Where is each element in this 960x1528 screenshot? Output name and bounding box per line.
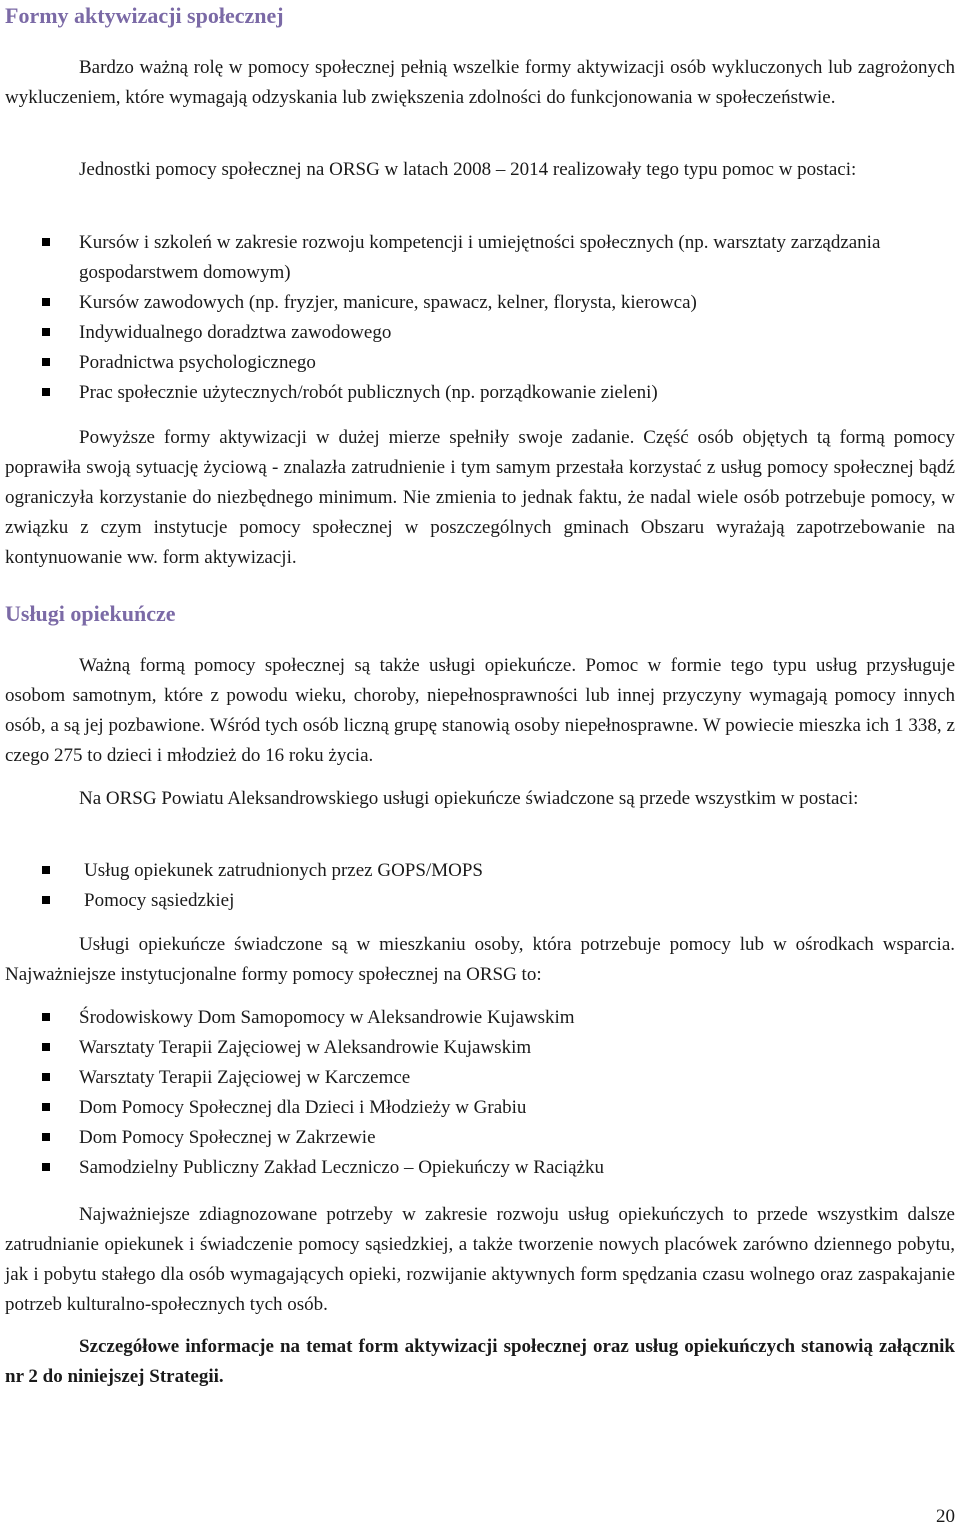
list-item: Samodzielny Publiczny Zakład Leczniczo – Opiekuńczy w Raciążku [0,1153,960,1183]
paragraph-units: Jednostki pomocy społecznej na ORSG w latach 2008 – 2014 realizowały tego typu pomoc w postaci: [79,159,857,180]
list-item: Kursów i szkoleń w zakresie rozwoju kompetencji i umiejętności społecznych (np. warsztaty zarządzania gospodarstwem domowym) [0,228,960,288]
list-item: Dom Pomocy Społecznej dla Dzieci i Młodzieży w Grabiu [0,1093,960,1123]
list-item: Poradnictwa psychologicznego [0,348,960,378]
list-item: Dom Pomocy Społecznej w Zakrzewie [0,1123,960,1153]
bullet-icon [42,1043,50,1051]
paragraph-care-intro: Ważną formą pomocy społecznej są także usługi opiekuńcze. Pomoc w formie tego typu usług przysługuje osobom samotnym, które z powodu wieku, choroby, niepełnosprawności lub innej przyczyny wymagają pomocy innych osób, a są jej pozbawione. Wśród tych osób liczną grupę stanowią osoby niepełnosprawne. W powiecie mieszka ich 1 338, z czego 275 to dzieci i młodzież do 16 roku życia. [5,655,955,766]
bullet-icon [42,328,50,336]
list-item: Pomocy sąsiedzkiej [0,886,960,916]
bullet-icon [42,1073,50,1081]
bullet-icon [42,1103,50,1111]
bullet-icon [42,866,50,874]
paragraph-intro: Bardzo ważną rolę w pomocy społecznej pełnią wszelkie formy aktywizacji osób wykluczonych lub zagrożonych wykluczeniem, które wymagają odzyskania lub zwiększenia zdolności do funkcjonowania w społeczeństwie. [5,57,955,108]
page-number: 20 [936,1506,955,1527]
bullet-icon [42,1133,50,1141]
activation-forms-list [0,228,960,408]
section-heading-activation: Formy aktywizacji społecznej [5,3,284,28]
bullet-icon [42,388,50,396]
list-item: Warsztaty Terapii Zajęciowej w Aleksandrowie Kujawskim [0,1033,960,1063]
list-item: Indywidualnego doradztwa zawodowego [0,318,960,348]
paragraph-needs: Najważniejsze zdiagnozowane potrzeby w zakresie rozwoju usług opiekuńczych to przede wszystkim dalsze zatrudnianie opiekunek i świadczenie pomocy sąsiedzkiej, a także tworzenie nowych placówek zarówno dziennego pobytu, jak i pobytu stałego dla osób wymagających opieki, rozwijanie aktywnych form spędzania czasu wolnego oraz zaspakajanie potrzeb kulturalno-społecznych tych osób. [5,1204,955,1315]
care-forms-list [0,856,960,916]
bullet-icon [42,1013,50,1021]
paragraph-care-place: Usługi opiekuńcze świadczone są w mieszkaniu osoby, która potrzebuje pomocy lub w ośrodkach wsparcia. Najważniejsze instytucjonalne formy pomocy społecznej na ORSG to: [5,934,955,985]
list-item: Warsztaty Terapii Zajęciowej w Karczemce [0,1063,960,1093]
paragraph-results: Powyższe formy aktywizacji w dużej mierze spełniły swoje zadanie. Część osób objętych tą formą pomocy poprawiła swoją sytuację życiową - znalazła zatrudnienie i tym samym przestała korzystać z usług pomocy społecznej bądź ograniczyła korzystanie do niezbędnego minimum. Nie zmienia to jednak faktu, że nadal wiele osób potrzebuje pomocy, w związku z czym instytucje pomocy społecznej w poszczególnych gminach Obszaru wyrażają zapotrzebowanie na kontynuowanie ww. form aktywizacji. [5,427,955,568]
section-heading-care: Usługi opiekuńcze [5,601,176,626]
bullet-icon [42,896,50,904]
paragraph-care-forms: Na ORSG Powiatu Aleksandrowskiego usługi opiekuńcze świadczone są przede wszystkim w postaci: [79,788,859,809]
list-item: Środowiskowy Dom Samopomocy w Aleksandrowie Kujawskim [0,1003,960,1033]
list-item: Prac społecznie użytecznych/robót publicznych (np. porządkowanie zieleni) [0,378,960,408]
bullet-icon [42,238,50,246]
list-item: Usług opiekunek zatrudnionych przez GOPS/MOPS [0,856,960,886]
institutions-list [0,1003,960,1183]
bullet-icon [42,1163,50,1171]
bullet-icon [42,298,50,306]
paragraph-details-note: Szczegółowe informacje na temat form aktywizacji społecznej oraz usług opiekuńczych stanowią załącznik nr 2 do niniejszej Strategii. [5,1336,955,1387]
list-item: Kursów zawodowych (np. fryzjer, manicure, spawacz, kelner, florysta, kierowca) [0,288,960,318]
bullet-icon [42,358,50,366]
